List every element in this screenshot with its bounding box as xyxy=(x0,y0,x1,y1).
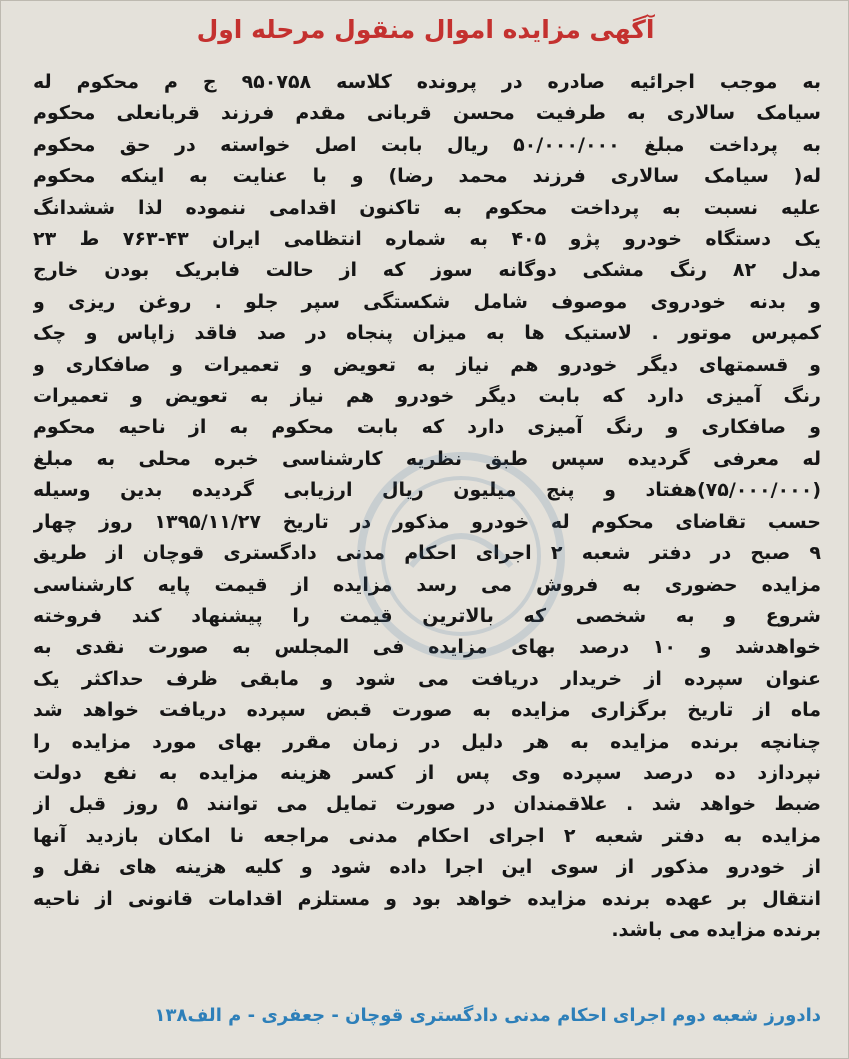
notice-line: خواهدشد و ۱۰ درصد بهای مزایده فی المجلس به صورت نقدی به xyxy=(33,636,821,659)
notice-line: ضبط خواهد شد . علاقمندان در صورت تمایل می توانند ۵ روز قبل از xyxy=(33,793,821,816)
notice-body xyxy=(33,67,821,946)
notice-line: یک دستگاه خودرو پژو ۴۰۵ به شماره انتظامی ایران ۴۳-۷۶۳ ط ۲۳ xyxy=(33,228,821,251)
notice-line: ماه از تاریخ برگزاری مزایده به صورت قبض سپرده دریافت خواهد شد xyxy=(33,699,821,722)
notice-line: سیامک سالاری به طرفیت محسن قربانی مقدم فرزند قربانعلی محکوم xyxy=(33,102,821,125)
notice-line: و صافکاری و رنگ آمیزی دارد که بابت محکوم به از ناحیه محکوم xyxy=(33,416,821,439)
notice-title: آگهی مزایده اموال منقول مرحله اول xyxy=(196,15,655,44)
notice-line: کمپرس موتور . لاستیک ها به میزان پنجاه در صد فاقد زاپاس و چک xyxy=(33,322,821,345)
notice-line: مزایده حضوری به فروش می رسد مزایده از قیمت پایه کارشناسی xyxy=(33,573,821,596)
notice-line notice-line-last: برنده مزایده می باشد. xyxy=(611,918,821,941)
notice-line: چنانچه برنده مزایده به هر دلیل در زمان مقرر بهای مورد مزایده را xyxy=(33,730,821,753)
notice-line: و بدنه خودروی موصوف شامل شکستگی سپر جلو . روغن ریزی و xyxy=(33,290,821,313)
notice-line: انتقال بر عهده برنده مزایده خواهد بود و مستلزم اقدامات قانونی از ناحیه xyxy=(33,887,821,910)
notice-line: له( سیامک سالاری فرزند محمد رضا) و با عنایت به اینکه محکوم xyxy=(33,165,821,188)
notice-line: و قسمتهای دیگر خودرو هم نیاز به تعویض و تعمیرات و صافکاری و xyxy=(33,353,821,376)
notice-line: علیه نسبت به پرداخت محکوم به تاکنون اقدامی ننموده لذا ششدانگ xyxy=(33,196,821,219)
notice-line: به پرداخت مبلغ ۵۰/۰۰۰/۰۰۰ ریال بابت اصل خواسته در حق محکوم xyxy=(33,133,821,156)
notice-line: رنگ آمیزی دارد که بابت دیگر خودرو هم نیاز به تعویض و تعمیرات xyxy=(33,385,821,408)
notice-signature: دادورز شعبه دوم اجرای احکام مدنی دادگستری قوچان - جعفری - م الف۱۳۸ xyxy=(154,1005,821,1026)
notice-line: عنوان سپرده از خریدار دریافت می شود و مابقی ظرف حداکثر یک xyxy=(33,667,821,690)
notice-line: به موجب اجرائیه صادره در پرونده کلاسه ۹۵۰۷۵۸ ج م محکوم له xyxy=(33,71,821,93)
notice-line: شروع و به شخصی که بالاترین قیمت را پیشنهاد کند فروخته xyxy=(33,604,821,627)
notice-line: مدل ۸۲ رنگ مشکی دوگانه سوز که از حالت فابریک بودن خارج xyxy=(33,259,821,282)
notice-line: له معرفی گردیده سپس طبق نظریه کارشناسی خبره محلی به مبلغ xyxy=(33,447,821,470)
notice-line: مزایده به دفتر شعبه ۲ اجرای احکام مدنی مراجعه نا امکان بازدید آنها xyxy=(33,824,821,847)
notice-line: حسب تقاضای محکوم له خودرو مذکور در تاریخ ۱۳۹۵/۱۱/۲۷ روز چهار xyxy=(33,510,821,533)
notice-line: از خودرو مذکور از سوی این اجرا داده شود و کلیه هزینه های نقل و xyxy=(33,856,821,879)
notice-line: نپردازد ده درصد سپرده وی پس از کسر هزینه مزایده به نفع دولت xyxy=(33,761,821,784)
notice-line: (۷۵/۰۰۰/۰۰۰)هفتاد و پنج میلیون ریال ارزیابی گردیده بدین وسیله xyxy=(33,479,821,502)
notice-line: ۹ صبح در دفتر شعبه ۲ اجرای احکام مدنی دادگستری قوچان از طریق xyxy=(33,542,821,565)
